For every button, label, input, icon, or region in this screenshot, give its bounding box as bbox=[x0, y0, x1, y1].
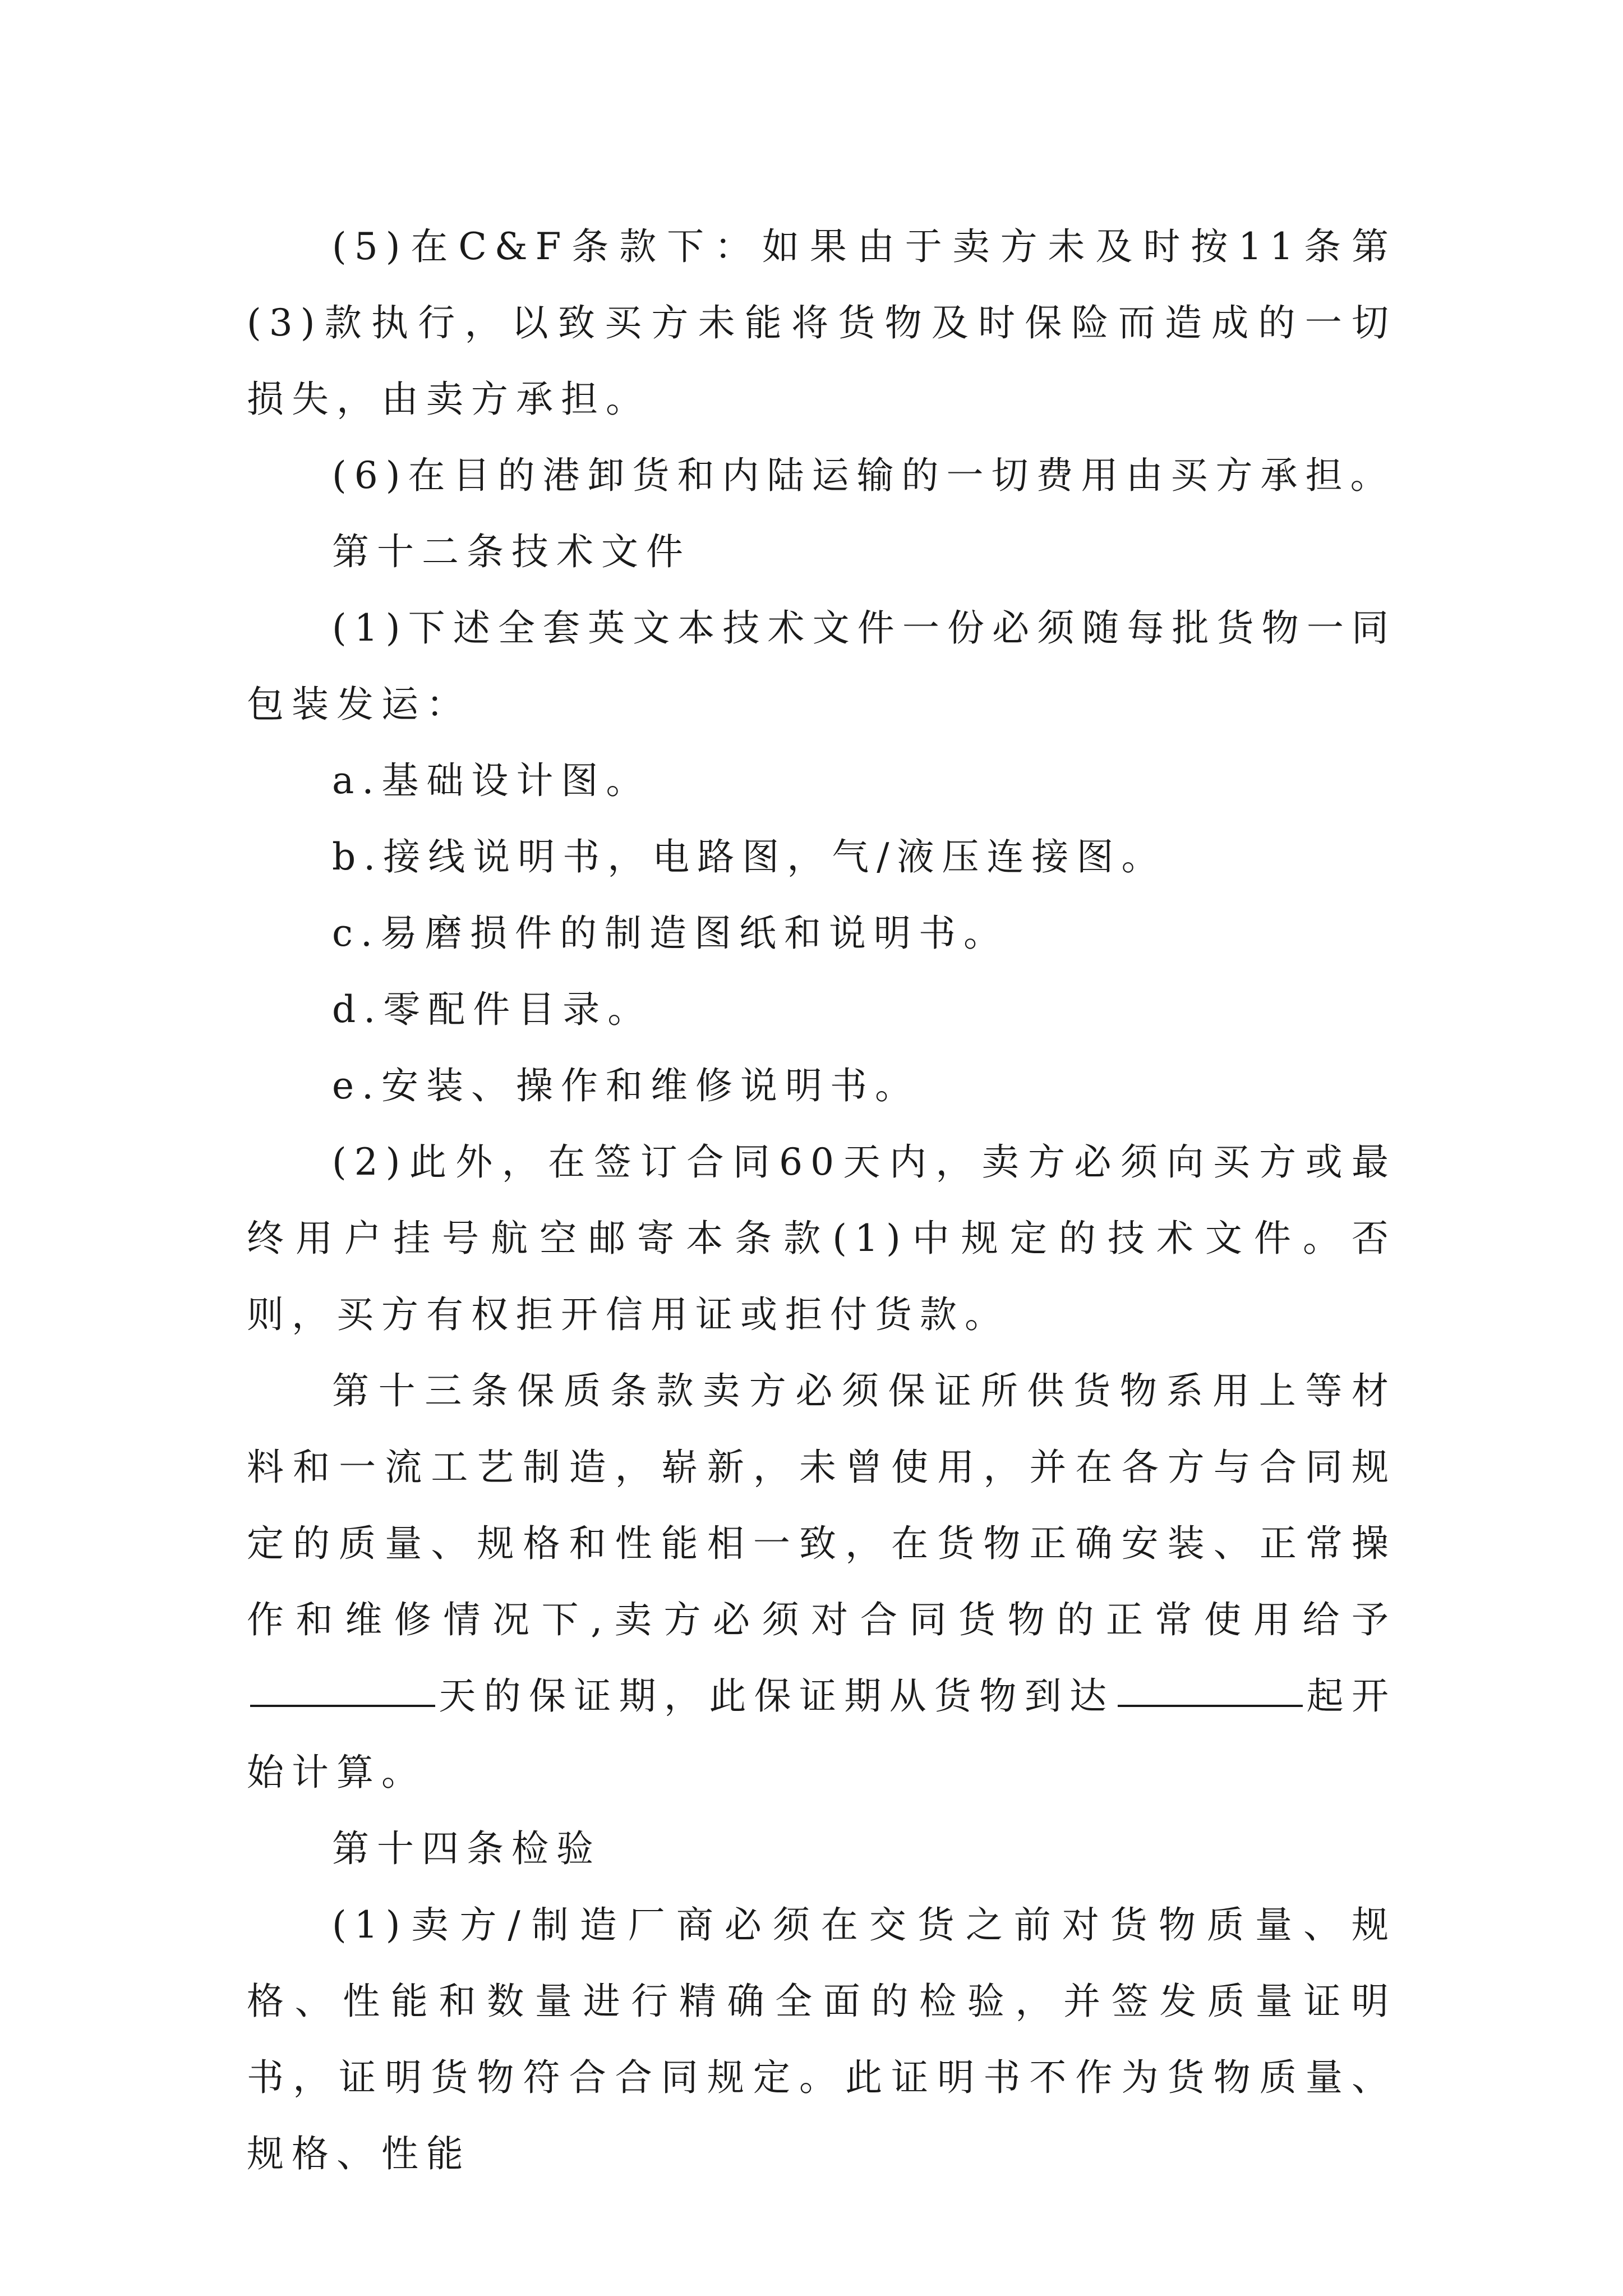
paragraph-technical-docs-1: (1)下述全套英文本技术文件一份必须随每批货物一同包装发运： bbox=[247, 606, 1396, 726]
list-item-b: b.接线说明书，电路图，气/液压连接图。 bbox=[332, 835, 1166, 878]
paragraph-cf-clause: (5)在C&F条款下：如果由于卖方未及时按11条第(3)款执行，以致买方未能将货物及时保险而造成的一切损失，由卖方承担。 bbox=[247, 225, 1396, 421]
document-body bbox=[247, 209, 1396, 2192]
warranty-start-blank bbox=[1118, 1704, 1303, 1707]
warranty-days-blank bbox=[250, 1704, 435, 1707]
list-item-a: a.基础设计图。 bbox=[332, 759, 651, 802]
paragraph-article-13-warranty bbox=[247, 1353, 1396, 1811]
heading-article-14: 第十四条检验 bbox=[332, 1827, 601, 1870]
warranty-text-c: 起开始计算。 bbox=[247, 1674, 1397, 1794]
list-item-c: c.易磨损件的制造图纸和说明书。 bbox=[332, 912, 1008, 955]
paragraph-technical-docs-2: (2)此外，在签订合同60天内，卖方必须向买方或最终用户挂号航空邮寄本条款(1)中规定的技术文件。否则，买方有权拒开信用证或拒付货款。 bbox=[247, 1140, 1396, 1336]
list-item-d: d.零配件目录。 bbox=[332, 988, 653, 1031]
warranty-text-b: 天的保证期，此保证期从货物到达 bbox=[439, 1674, 1115, 1718]
paragraph-unloading-costs: (6)在目的港卸货和内陆运输的一切费用由买方承担。 bbox=[332, 454, 1395, 497]
list-item-e: e.安装、操作和维修说明书。 bbox=[332, 1064, 920, 1107]
paragraph-inspection-1: (1)卖方/制造厂商必须在交货之前对货物质量、规格、性能和数量进行精确全面的检验，并签发质量证明书，证明货物符合合同规定。此证明书不作为货物质量、规格、性能 bbox=[247, 1903, 1396, 2175]
heading-article-12: 第十二条技术文件 bbox=[332, 530, 691, 573]
warranty-text-a: 第十三条保质条款卖方必须保证所供货物系用上等材料和一流工艺制造，崭新，未曾使用，并在各方与合同规定的质量、规格和性能相一致，在货物正确安装、正常操作和维修情况下,卖方必须对合同货物的正常使用给予 bbox=[247, 1369, 1396, 1641]
